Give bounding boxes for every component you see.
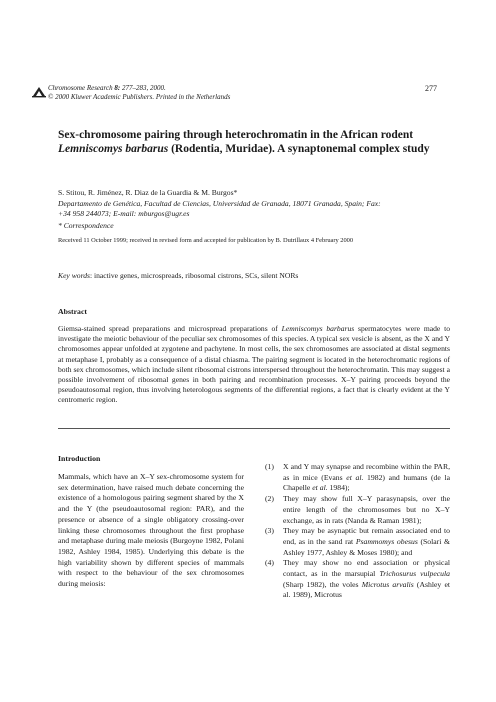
list-item xyxy=(265,494,450,526)
list-item xyxy=(265,462,450,494)
introduction-heading: Introduction xyxy=(58,454,101,463)
list-item-text: They may show no end association or physical contact, as in the marsupial xyxy=(283,558,450,579)
list-item-italic: Psammomys obesus xyxy=(355,536,418,546)
journal-pages-year: 277–283, 2000. xyxy=(121,84,166,92)
title-species: Lemniscomys barbarus xyxy=(58,143,169,155)
journal-citation xyxy=(48,84,230,102)
affiliation-line1: Departamento de Genética, Facultad de Ciencias, Universidad de Granada, 18071 Granada, Spain; Fax: xyxy=(58,199,381,208)
abstract-species: Lemniscomys barbarus xyxy=(281,324,355,333)
list-item-text: X and Y may synapse and recombine within the PAR, as in mice (Evans xyxy=(283,462,450,482)
list-item-text: (Ashley et al. 1989), Microtus xyxy=(283,579,450,600)
list-item xyxy=(265,558,450,601)
author-list: S. Stitou, R. Jiménez, R. Diaz de la Guardia & M. Burgos* xyxy=(58,188,238,197)
title-line2: (Rodentia, Muridae). A synaptonemal complex study xyxy=(168,143,430,155)
article-title xyxy=(58,128,448,156)
introduction-paragraph: Mammals, which have an X–Y sex-chromosome system for sex determination, have raised much debate concerning the existence of a homologous pairing segment shared by the X and the Y (the pseudoautosomal region: PAR), and the presence or absence of a single obligatory crossing-over linking these chromosomes throughout the first prophase and metaphase during male meiosis (Burgoyne 1982, Polani 1982, Ashley 1984, 1985). Underlying this debate is the high variability shown by different species of mammals with respect to the behaviour of the sex chromosomes during meiosis: xyxy=(58,472,244,589)
journal-name: Chromosome Research xyxy=(48,84,113,92)
publisher-logo-icon xyxy=(32,86,46,98)
keywords-label: Key words xyxy=(58,271,90,280)
list-item-text: They may be asynaptic but remain associated end to end, as in the sand rat xyxy=(283,526,450,546)
keywords xyxy=(58,271,458,280)
list-item-italic: et al. xyxy=(312,483,328,493)
list-item-number: (1) xyxy=(265,462,274,471)
list-item-text: They may show full X–Y parasynapsis, over the entire length of the chromosomes but no X–Y exchange, as in rats (Nanda & Raman 1981); xyxy=(283,494,450,525)
abstract-text xyxy=(58,324,450,406)
title-line1: Sex-chromosome pairing through heterochromatin in the African rodent xyxy=(58,129,414,141)
copyright-line: © 2000 Kluwer Academic Publishers. Printed in the Netherlands xyxy=(48,93,231,101)
received-dates: Received 11 October 1999; received in revised form and accepted for publication by B. Dutrillaux 4 February 2000 xyxy=(58,237,354,244)
list-item-text: (Sharp 1982), the voles xyxy=(283,579,362,589)
keywords-text: : inactive genes, microspreads, ribosomal cistrons, SCs, silent NORs xyxy=(90,271,299,280)
abstract-heading: Abstract xyxy=(58,307,88,316)
list-item-italic: Trichosurus vulpecula xyxy=(379,569,450,579)
affiliation-line2: +34 958 244073; E-mail: mburgos@ugr.es xyxy=(58,209,190,218)
section-divider xyxy=(58,428,450,429)
list-item-text: 1982) and humans (de la Chapelle xyxy=(283,472,450,493)
abstract-text-start: Giemsa-stained spread preparations and microspread preparations of xyxy=(58,324,282,333)
list-item-text: 1984); xyxy=(327,483,350,493)
list-item-text: (Solari & Ashley 1977, Ashley & Moses 1980); and xyxy=(283,536,450,557)
affiliation xyxy=(58,199,448,219)
page-number: 277 xyxy=(425,84,437,93)
list-item-italic: et al. xyxy=(346,472,364,482)
journal-volume: 8: xyxy=(114,84,121,92)
correspondence-note: * Correspondence xyxy=(58,221,114,230)
list-item-italic: Microtus arvalis xyxy=(361,579,414,589)
list-item-number: (4) xyxy=(265,558,274,568)
list-item-number: (2) xyxy=(265,494,274,504)
list-item-number: (3) xyxy=(265,526,274,536)
list-item xyxy=(265,526,450,558)
abstract-text-rest: spermatocytes were made to investigate the meiotic behaviour of the peculiar sex chromosomes of this species. A typical sex vesicle is absent, as the X and Y chromosomes appear unfolded at zygotene and pachytene. In most cells, the sex chromosomes are associated at distal segments at metaphase I, probably as a consequence of a distal chiasma. The pairing segment is located in the heterochromatic regions of both sex chromosomes, which include silent ribosomal cistrons interspersed throughout the heterochromatin. This may suggest a possible involvement of ribosomal genes in both pairing and recombination processes. X–Y pairing proceeds beyond the pseudoautosomal region, thus involving heterologous segments of the differential regions, a fact that is clearly evident at the Y centromeric region. xyxy=(58,324,450,405)
behaviour-list xyxy=(265,462,450,601)
